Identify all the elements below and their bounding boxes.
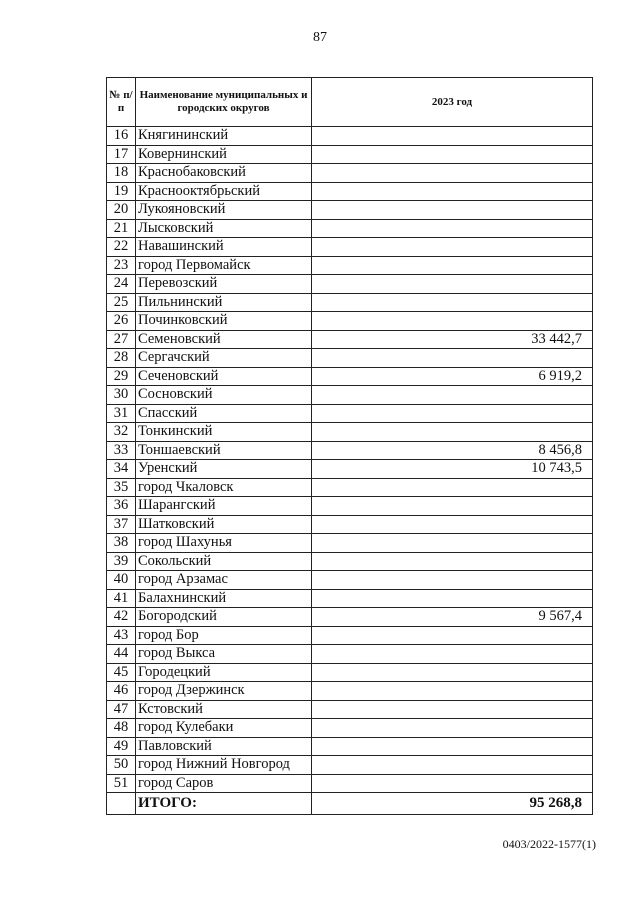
row-number: 39: [107, 552, 136, 571]
row-value: [312, 256, 593, 275]
row-number: 19: [107, 182, 136, 201]
row-number: 51: [107, 774, 136, 793]
total-label: ИТОГО:: [136, 793, 312, 815]
row-value: [312, 478, 593, 497]
row-number: 29: [107, 367, 136, 386]
row-name: город Бор: [136, 626, 312, 645]
row-value: [312, 275, 593, 294]
row-value: [312, 645, 593, 664]
row-name: Павловский: [136, 737, 312, 756]
row-value: [312, 219, 593, 238]
table-row: [107, 737, 593, 756]
table-row: [107, 219, 593, 238]
row-value: [312, 682, 593, 701]
row-name: Балахнинский: [136, 589, 312, 608]
row-name: Тонкинский: [136, 423, 312, 442]
header-number: № п/п: [107, 78, 136, 127]
total-value: 95 268,8: [312, 793, 593, 815]
table-row: [107, 256, 593, 275]
table-row: [107, 756, 593, 775]
row-name: Сергачский: [136, 349, 312, 368]
row-number: 49: [107, 737, 136, 756]
row-name: город Саров: [136, 774, 312, 793]
table-row: [107, 552, 593, 571]
row-number: 17: [107, 145, 136, 164]
row-name: Тоншаевский: [136, 441, 312, 460]
row-name: Кстовский: [136, 700, 312, 719]
row-number: 31: [107, 404, 136, 423]
table-row: [107, 349, 593, 368]
row-number: 33: [107, 441, 136, 460]
table-row: [107, 663, 593, 682]
row-name: Шатковский: [136, 515, 312, 534]
row-name: Пильнинский: [136, 293, 312, 312]
row-name: город Нижний Новгород: [136, 756, 312, 775]
row-value: [312, 164, 593, 183]
row-name: город Выкса: [136, 645, 312, 664]
row-name: Сосновский: [136, 386, 312, 405]
table-row: [107, 682, 593, 701]
table-row: [107, 589, 593, 608]
row-name: Шарангский: [136, 497, 312, 516]
table-row: [107, 608, 593, 627]
row-value: 9 567,4: [312, 608, 593, 627]
row-name: Семеновский: [136, 330, 312, 349]
row-value: 33 442,7: [312, 330, 593, 349]
row-number: 18: [107, 164, 136, 183]
row-number: 36: [107, 497, 136, 516]
row-name: Сокольский: [136, 552, 312, 571]
table-row: [107, 404, 593, 423]
row-number: 44: [107, 645, 136, 664]
table-row: [107, 182, 593, 201]
row-value: 6 919,2: [312, 367, 593, 386]
table-row: [107, 127, 593, 146]
row-number: 23: [107, 256, 136, 275]
table-row: [107, 164, 593, 183]
row-number: 34: [107, 460, 136, 479]
row-number: 37: [107, 515, 136, 534]
row-value: [312, 719, 593, 738]
row-number: 24: [107, 275, 136, 294]
row-number: 27: [107, 330, 136, 349]
row-value: [312, 182, 593, 201]
row-number: 25: [107, 293, 136, 312]
row-name: Перевозский: [136, 275, 312, 294]
row-value: [312, 534, 593, 553]
table-row: [107, 460, 593, 479]
table-row: [107, 497, 593, 516]
document-code: 0403/2022-1577(1): [502, 837, 596, 851]
row-name: Краснобаковский: [136, 164, 312, 183]
row-name: Богородский: [136, 608, 312, 627]
row-value: 8 456,8: [312, 441, 593, 460]
row-name: город Чкаловск: [136, 478, 312, 497]
table-row: [107, 515, 593, 534]
row-name: Княгининский: [136, 127, 312, 146]
row-name: Навашинский: [136, 238, 312, 257]
row-number: 20: [107, 201, 136, 220]
row-number: 38: [107, 534, 136, 553]
row-value: [312, 293, 593, 312]
table-row: [107, 645, 593, 664]
row-value: 10 743,5: [312, 460, 593, 479]
row-number: 26: [107, 312, 136, 331]
row-number: 47: [107, 700, 136, 719]
row-value: [312, 700, 593, 719]
row-value: [312, 349, 593, 368]
row-number: 46: [107, 682, 136, 701]
table-row: [107, 312, 593, 331]
row-number: 43: [107, 626, 136, 645]
row-value: [312, 201, 593, 220]
row-value: [312, 386, 593, 405]
row-name: город Кулебаки: [136, 719, 312, 738]
row-number: 21: [107, 219, 136, 238]
row-name: Починковский: [136, 312, 312, 331]
table-body: [107, 127, 593, 793]
row-value: [312, 774, 593, 793]
table-row: [107, 774, 593, 793]
table-row: [107, 626, 593, 645]
row-number: 22: [107, 238, 136, 257]
table-row: [107, 571, 593, 590]
table-row: [107, 293, 593, 312]
row-number: 30: [107, 386, 136, 405]
row-number: 45: [107, 663, 136, 682]
row-value: [312, 571, 593, 590]
row-number: 40: [107, 571, 136, 590]
row-name: Краснооктябрьский: [136, 182, 312, 201]
row-value: [312, 515, 593, 534]
table-row: [107, 367, 593, 386]
municipalities-table: [106, 77, 593, 815]
row-name: Городецкий: [136, 663, 312, 682]
row-name: город Шахунья: [136, 534, 312, 553]
row-name: город Арзамас: [136, 571, 312, 590]
table-row: [107, 330, 593, 349]
table-row: [107, 145, 593, 164]
table-row: [107, 275, 593, 294]
row-number: 35: [107, 478, 136, 497]
table-row: [107, 386, 593, 405]
row-name: Сеченовский: [136, 367, 312, 386]
row-name: город Дзержинск: [136, 682, 312, 701]
row-value: [312, 737, 593, 756]
header-year: 2023 год: [312, 78, 593, 127]
table-row: [107, 719, 593, 738]
row-value: [312, 404, 593, 423]
row-value: [312, 312, 593, 331]
table-row: [107, 534, 593, 553]
row-value: [312, 756, 593, 775]
row-value: [312, 497, 593, 516]
table-row: [107, 700, 593, 719]
row-value: [312, 663, 593, 682]
total-number-cell: [107, 793, 136, 815]
table-row: [107, 441, 593, 460]
row-value: [312, 626, 593, 645]
total-row: [107, 793, 593, 815]
table-row: [107, 201, 593, 220]
row-number: 41: [107, 589, 136, 608]
table-row: [107, 423, 593, 442]
row-number: 42: [107, 608, 136, 627]
row-number: 32: [107, 423, 136, 442]
row-value: [312, 127, 593, 146]
row-value: [312, 238, 593, 257]
row-name: город Первомайск: [136, 256, 312, 275]
row-name: Спасский: [136, 404, 312, 423]
row-name: Лысковский: [136, 219, 312, 238]
row-value: [312, 145, 593, 164]
row-value: [312, 423, 593, 442]
page-number: 87: [313, 30, 327, 45]
row-name: Уренский: [136, 460, 312, 479]
row-number: 28: [107, 349, 136, 368]
row-value: [312, 552, 593, 571]
table-header-row: [107, 78, 593, 127]
table-row: [107, 238, 593, 257]
table-row: [107, 478, 593, 497]
row-number: 16: [107, 127, 136, 146]
row-name: Лукояновский: [136, 201, 312, 220]
header-name: Наименование муниципальных и городских округов: [136, 78, 312, 127]
row-value: [312, 589, 593, 608]
row-number: 48: [107, 719, 136, 738]
row-name: Ковернинский: [136, 145, 312, 164]
row-number: 50: [107, 756, 136, 775]
